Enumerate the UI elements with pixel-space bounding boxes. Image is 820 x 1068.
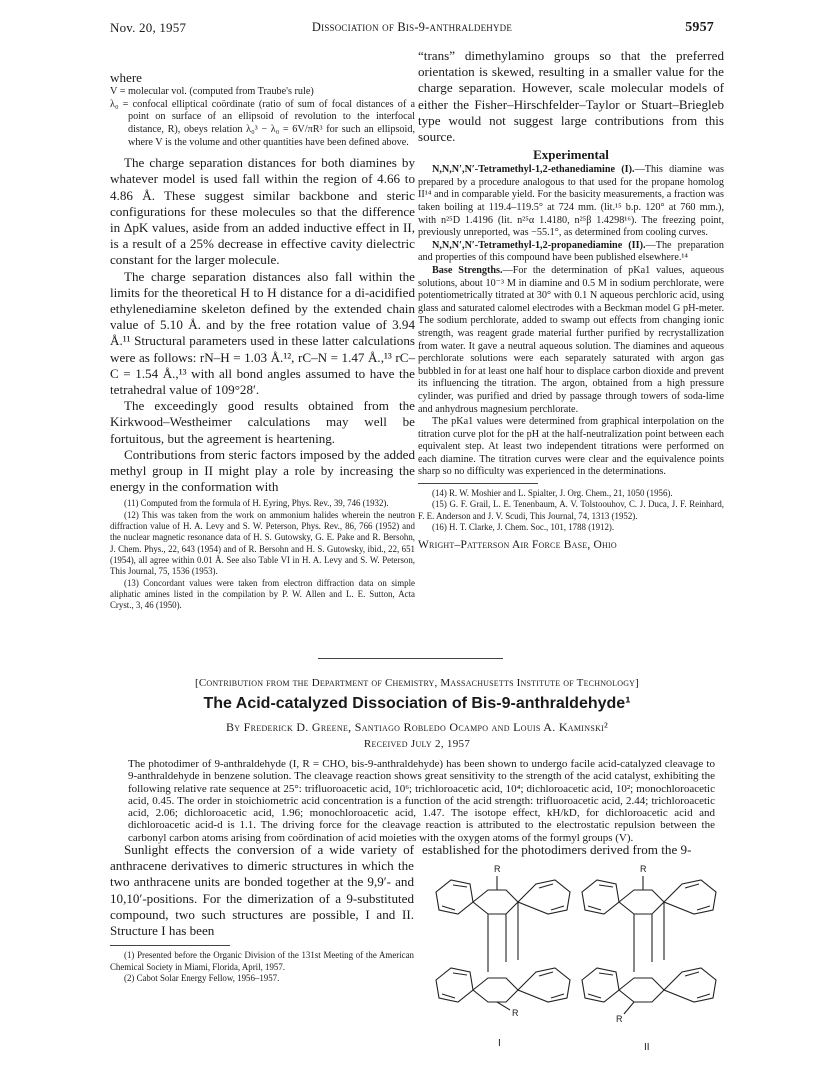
footnote: (13) Concordant values were taken from electron diffraction data on simple aliphatic amines listed in the compilation by P. W. Allen and L. E. Sutton, Acta Cryst., 3, 46 (1950).	[110, 577, 415, 611]
definition-v: V = molecular vol. (computed from Traube's rule)	[110, 86, 314, 98]
experimental-paragraph	[418, 164, 724, 240]
definition-lambda: λ₀ = confocal elliptical coördinate (ratio of sum of focal distances of a point on surface of an ellipsoid of revolution to the interfocal distance, R), obeys relation λ₀³ − λ₀ = 6V/πR³ for such an ellipsoid, where V is the volume and other quantities have been defined above.	[110, 98, 415, 148]
substituent-r-label: R	[640, 864, 647, 874]
experimental-text: —The preparation and properties of this compound have been published elsewhere.¹⁴	[418, 239, 724, 264]
footnote-rule	[418, 483, 538, 484]
lower-left-column	[110, 842, 414, 984]
structure-II	[582, 876, 716, 1014]
received-date: Received July 2, 1957	[363, 738, 471, 750]
paragraph: “trans” dimethylamino groups so that the preferred orientation is skewed, resulting in a smaller value for the charge separation. However, scale molecular models of either the Fisher–Hirschfelder–Taylor or Stuart–Briegleb type would not suggest large contributions from this source.	[418, 48, 724, 145]
article-divider	[318, 658, 503, 659]
experimental-text: —For the determination of pKa1 values, aqueous solutions, about 10⁻³ M in diamine and 0.5 M in sodium perchlorate, were potentiometrically titrated at 30° with 0.1 N aqueous perchloric acid, using glass and saturated calomel electrodes with a Beckman model G pH-meter. The sodium perchlorate, added to swamp out effects from changing ionic strength, was reagent grade material further purified by recrystallization from water. It gave a neutral aqueous solution. The diamines and aqueous perchlorate solutions were each separately saturated with argon gas bubbled in for at least one half hour to displace carbon dioxide and prevent its influencing the titration. The argon, obtained from a high pressure cylinder, was purified and dried by passage through towers of soda-lime and anhydrous magnesium perchlorate.	[418, 264, 725, 415]
intro-paragraph: Sunlight effects the conversion of a wide variety of anthracene derivatives to dimeric structures in which the two anthracene units are bonded together at the 9,9′- and 10,10′-positions. For the dimerization of a 9-substituted compound, two such structures are possible, I and II. Structure I has been	[110, 842, 414, 939]
footnote: (14) R. W. Moshier and L. Spialter, J. Org. Chem., 21, 1050 (1956).	[432, 488, 673, 499]
substituent-r-label: R	[512, 1008, 519, 1018]
paragraph: The charge separation distances also fall within the limits for the theoretical H to H distance for a di-acidified ethylenediamine skeleton defined by the extended chain value of 5.10 Å. and by the free rotation value of 3.94 Å.¹¹ Structural parameters used in these latter calculations were as follows: rN–H = 1.03 Å.¹², rC–N = 1.47 Å.,¹³ rC–C = 1.54 Å.,¹³ with all bond angles assumed to have the tetrahedral value of 109°28′.	[110, 268, 415, 398]
substituent-r-label: R	[494, 864, 501, 874]
contribution-line: [Contribution from the Department of Chemistry, Massachusetts Institute of Technology]	[194, 677, 640, 689]
article-authors: By Frederick D. Greene, Santiago Robledo Ocampo and Louis A. Kaminski²	[225, 720, 609, 734]
footnote: (16) H. T. Clarke, J. Chem. Soc., 101, 1788 (1912).	[432, 521, 615, 532]
intro-continuation: established for the photodimers derived from the 9-	[422, 842, 692, 857]
photodimer-structures-svg	[418, 862, 724, 1062]
experimental-paragraph	[418, 265, 724, 416]
subsection-heading: Base Strengths.	[432, 264, 503, 276]
paragraph: The charge separation distances for both diamines by whatever model is used fall within the region of 4.66 to 4.86 Å. These suggest similar backbone and steric configurations for these molecules so that the difference in ΔpK values, aside from an added inductive effect in II, is a result of a 25% decrease in effective cavity dielectric constant for the larger molecule.	[110, 155, 415, 268]
where-label: where	[110, 70, 142, 85]
footnote-rule	[110, 945, 230, 946]
substituent-r-label: R	[616, 1014, 623, 1024]
affiliation: Wright–Patterson Air Force Base, Ohio	[418, 539, 617, 552]
footnote: (15) G. F. Grail, L. E. Tenenbaum, A. V. Tolstoouhov, C. J. Duca, J. F. Reinhard, F. E. Anderson and J. V. Scudi, This Journal, 74, 1313 (1952).	[418, 499, 724, 521]
structure-I	[436, 876, 570, 1010]
paragraph: The exceedingly good results obtained from the Kirkwood–Westheimer calculations may well be fortuitous, but the agreement is heartening.	[110, 398, 415, 446]
structure-label-ii: II	[644, 1042, 650, 1053]
structure-label-i: I	[498, 1038, 501, 1049]
footnote: (2) Cabot Solar Energy Fellow, 1956–1957.	[124, 972, 280, 983]
running-head	[110, 20, 714, 40]
compound-heading: N,N,N′,N′-Tetramethyl-1,2-ethanediamine (I).	[432, 164, 635, 176]
right-column	[418, 48, 724, 551]
running-head-title: Dissociation of Bis-9-anthraldehyde	[311, 20, 513, 34]
structures-figure	[418, 862, 724, 1068]
running-head-date: Nov. 20, 1957	[110, 20, 187, 35]
footnote: (12) This was taken from the work on ammonium halides wherein the neutron diffraction value of H. A. Levy and S. W. Peterson, Phys. Rev., 86, 766 (1952) and the nuclear magnetic resonance data of H. S. Gutowsky, G. E. Pake and R. Bersohn, J. Chem. Phys., 22, 643 (1954) and of R. Bersohn and H. S. Gutowsky, ibid., 22, 651 (1954), all agree within 0.01 Å. See also Table VI in H. A. Levy and S. W. Peterson, This Journal, 75, 1536 (1953).	[110, 509, 415, 577]
page-number: 5957	[685, 20, 714, 35]
lower-right-column	[422, 842, 724, 858]
experimental-paragraph	[418, 240, 724, 265]
left-column	[110, 70, 415, 611]
section-heading: Experimental	[533, 147, 609, 163]
experimental-paragraph: The pKa1 values were determined from graphical interpolation on the titration curve plot for the pH at the half-neutralization point between each equivalent step. At least two independent titrations were performed on each diamine. The titration curves were clear and the equivalence points sharp so no difficulty was experienced in the determinations.	[418, 416, 724, 478]
experimental-text: —This diamine was prepared by a procedure analogous to that used for the propane homolog II¹⁴ and in comparable yield. For the basicity measurements, a fraction was taken boiling at 119.4–119.5° at 724 mm. (lit.¹⁵ b.p. 120° at 760 mm.), with n²⁵D 1.4196 (lit. n²⁵α 1.4180, n²⁵β 1.4298¹⁶). The freezing point, previously unreported, was −55.1°, as determined from cooling curves.	[418, 164, 724, 239]
abstract: The photodimer of 9-anthraldehyde (I, R = CHO, bis-9-anthraldehyde) has been shown to undergo facile acid-catalyzed cleavage to 9-anthraldehyde in benzene solution. The cleavage reaction shows great sensitivity to the strength of the acid catalyst, exhibiting the following relative rate sequence at 25°: trifluoroacetic acid, 10⁶; trichloroacetic acid, 10⁴; dichloroacetic acid, 10²; monochloroacetic acid, 0.45. The order in stoichiometric acid concentration is a function of the acid strength: trifluoroacetic acid, 2.44; trichloroacetic acid, 2.06; dichloroacetic acid, 1.96; monochloroacetic acid, 1.47. The isotope effect, kH/kD, for dichloroacetic acid and dichloroacetic acid-d is 1.1. The driving force for the cleavage reaction is attributed to the electrostatic repulsion between the carbonyl carbon atoms arising from coördination of acid moieties with the oxygen atoms of the formyl groups (V).	[128, 758, 715, 844]
compound-heading: N,N,N′,N′-Tetramethyl-1,2-propanediamine (II).	[432, 239, 646, 251]
footnote: (1) Presented before the Organic Division of the 131st Meeting of the American Chemical Society in Miami, Florida, April, 1957.	[110, 950, 414, 972]
paragraph: Contributions from steric factors imposed by the added methyl group in II might play a role by increasing the energy in the conformation with	[110, 446, 415, 495]
article-title: The Acid-catalyzed Dissociation of Bis-9-anthraldehyde¹	[203, 695, 631, 712]
footnote: (11) Computed from the formula of H. Eyring, Phys. Rev., 39, 746 (1932).	[124, 498, 389, 509]
